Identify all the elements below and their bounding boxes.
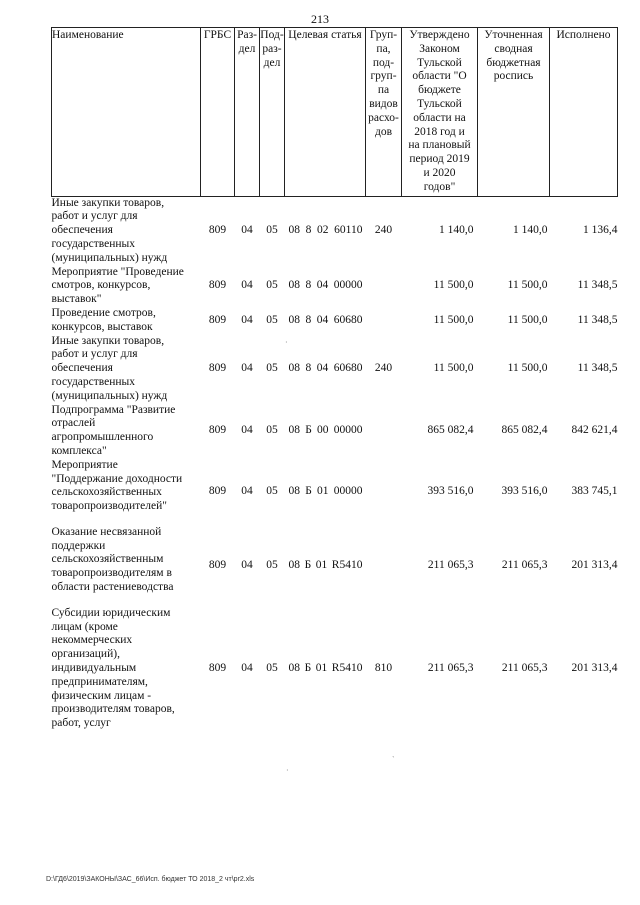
row-grbs: 809: [208, 662, 227, 675]
scan-speck: `: [392, 755, 395, 764]
page-number: 213: [311, 12, 329, 26]
row-razdel: 04: [241, 279, 253, 292]
target-article-part: 08: [288, 224, 300, 237]
target-article-part: Б: [304, 662, 312, 675]
row-executed: 1 136,4: [583, 224, 618, 237]
table-header-row: [52, 28, 618, 197]
target-article-part: 08: [288, 485, 300, 498]
row-approved: 11 500,0: [433, 279, 474, 292]
row-target-article: [285, 404, 366, 459]
row-approved: 211 065,3: [427, 662, 474, 675]
table-row: [52, 404, 618, 459]
table-row: [52, 607, 618, 731]
row-podrazdel: 05: [266, 485, 278, 498]
row-razdel: 04: [241, 362, 253, 375]
row-razdel: 04: [241, 559, 253, 572]
row-refined: 11 500,0: [507, 279, 548, 292]
row-executed: 11 348,5: [577, 279, 618, 292]
target-article-part: 01: [315, 662, 328, 675]
table-row: [52, 196, 618, 265]
target-article-part: 60110: [334, 224, 363, 237]
row-refined: 211 065,3: [501, 662, 548, 675]
col-header-grbs: ГРБС: [201, 28, 235, 197]
row-group: [366, 266, 402, 307]
row-executed: 11 348,5: [577, 362, 618, 375]
row-approved: 11 500,0: [433, 362, 474, 375]
target-article-part: 00000: [333, 424, 363, 437]
row-approved: 11 500,0: [433, 313, 474, 326]
row-refined: 393 516,0: [501, 485, 548, 498]
row-grbs: 809: [208, 362, 227, 375]
col-header-approved: Утверждено Законом Тульской области "О бюджете Тульской области на 2018 год и на плановый период 2019 и 2020 годов": [402, 28, 478, 197]
file-path-footer: D:\ГД6\2019\ЗАКОНЫ\ЗАС_66\Исп. бюджет ТО 2018_2 чт\pr2.xls: [46, 876, 255, 883]
row-name: Иные закупки товаров, работ и услуг для обеспечения государственных (муниципальных) нужд: [51, 334, 168, 402]
target-article-part: Б: [305, 424, 312, 437]
row-name: Проведение смотров, конкурсов, выставок: [51, 306, 156, 333]
scan-speck: ·: [286, 766, 289, 775]
row-target-article: [285, 607, 366, 731]
col-header-podrazdel: Под- раз- дел: [260, 28, 285, 197]
row-target-article: [285, 307, 366, 335]
target-article-part: 08: [288, 424, 300, 437]
row-podrazdel: 05: [266, 424, 278, 437]
row-target-article: [285, 526, 366, 607]
table-row: [52, 459, 618, 526]
target-article-part: 02: [317, 224, 329, 237]
row-grbs: 809: [208, 559, 227, 572]
target-article-part: 8: [305, 313, 312, 326]
target-article-part: 08: [288, 313, 300, 326]
row-podrazdel: 05: [266, 559, 278, 572]
row-podrazdel: 05: [266, 224, 278, 237]
row-group: 810: [374, 662, 393, 675]
target-article-part: 01: [315, 559, 328, 572]
table-row: [52, 266, 618, 307]
table-row: [52, 526, 618, 607]
row-approved: 211 065,3: [427, 559, 474, 572]
row-group: 240: [374, 362, 393, 375]
target-article-part: 00: [317, 424, 329, 437]
target-article-part: 08: [288, 662, 300, 675]
row-group: 240: [374, 224, 393, 237]
target-article-part: 04: [316, 313, 329, 326]
row-grbs: 809: [208, 313, 227, 326]
row-grbs: 809: [208, 424, 227, 437]
row-name: Подпрограмма "Развитие отраслей агропромышленного комплекса": [51, 403, 176, 457]
table-row: [52, 335, 618, 404]
target-article-part: 08: [288, 279, 300, 292]
target-article-part: 04: [316, 279, 329, 292]
target-article-part: 00000: [333, 279, 363, 292]
row-podrazdel: 05: [266, 313, 278, 326]
target-article-part: 8: [305, 279, 312, 292]
col-header-refined: Уточненная сводная бюджетная роспись: [478, 28, 550, 197]
budget-table: [51, 27, 618, 731]
row-grbs: 809: [208, 224, 227, 237]
row-executed: 383 745,1: [571, 485, 618, 498]
row-podrazdel: 05: [266, 362, 278, 375]
row-name: Оказание несвязанной поддержки сельскохозяйственным товаропроизводителям в области растениеводства: [51, 525, 174, 594]
row-razdel: 04: [241, 313, 253, 326]
row-razdel: 04: [241, 485, 253, 498]
row-target-article: [285, 196, 366, 265]
target-article-part: 08: [288, 559, 300, 572]
row-name: Мероприятие "Поддержание доходности сельскохозяйственных товаропроизводителей": [51, 458, 183, 513]
row-target-article: [285, 335, 366, 404]
row-approved: 393 516,0: [427, 485, 474, 498]
row-refined: 865 082,4: [501, 424, 548, 437]
target-article-part: 60680: [333, 313, 363, 326]
col-header-name: Наименование: [52, 28, 201, 197]
row-group: [366, 526, 402, 607]
target-article-part: 01: [317, 485, 329, 498]
target-article-part: 00000: [333, 485, 363, 498]
row-refined: 1 140,0: [513, 224, 548, 237]
row-name: Мероприятие "Проведение смотров, конкурсов, выставок": [51, 265, 184, 306]
row-razdel: 04: [241, 424, 253, 437]
row-approved: 865 082,4: [427, 424, 474, 437]
row-podrazdel: 05: [266, 279, 278, 292]
row-refined: 11 500,0: [507, 362, 548, 375]
row-executed: 11 348,5: [577, 313, 618, 326]
table-row: [52, 307, 618, 335]
row-target-article: [285, 266, 366, 307]
col-header-razdel: Раз- дел: [235, 28, 260, 197]
target-article-part: 04: [316, 362, 329, 375]
row-name: Субсидии юридическим лицам (кроме некоммерческих организаций), индивидуальным предпринимателям, физическим лицам - производителям товаров, работ, услуг: [51, 606, 175, 730]
row-group: [366, 404, 402, 459]
row-refined: 11 500,0: [507, 313, 548, 326]
target-article-part: Б: [304, 559, 312, 572]
target-article-part: R5410: [331, 662, 363, 675]
row-razdel: 04: [241, 662, 253, 675]
row-razdel: 04: [241, 224, 253, 237]
row-executed: 201 313,4: [571, 662, 618, 675]
target-article-part: 60680: [333, 362, 363, 375]
row-target-article: [285, 459, 366, 526]
row-group: [366, 307, 402, 335]
target-article-part: 8: [305, 224, 312, 237]
row-executed: 842 621,4: [571, 424, 618, 437]
scan-speck: ·: [285, 338, 288, 347]
row-podrazdel: 05: [266, 662, 278, 675]
target-article-part: 08: [288, 362, 300, 375]
target-article-part: R5410: [331, 559, 363, 572]
col-header-target: Целевая статья: [285, 28, 366, 197]
row-grbs: 809: [208, 279, 227, 292]
col-header-executed: Исполнено: [550, 28, 618, 197]
target-article-part: Б: [305, 485, 312, 498]
row-grbs: 809: [208, 485, 227, 498]
row-group: [366, 459, 402, 526]
row-executed: 201 313,4: [571, 559, 618, 572]
col-header-group: Груп- па, под- груп- па видов расхо- дов: [366, 28, 402, 197]
row-refined: 211 065,3: [501, 559, 548, 572]
row-name: Иные закупки товаров, работ и услуг для обеспечения государственных (муниципальных) нужд: [51, 196, 168, 264]
row-approved: 1 140,0: [439, 224, 474, 237]
target-article-part: 8: [305, 362, 312, 375]
